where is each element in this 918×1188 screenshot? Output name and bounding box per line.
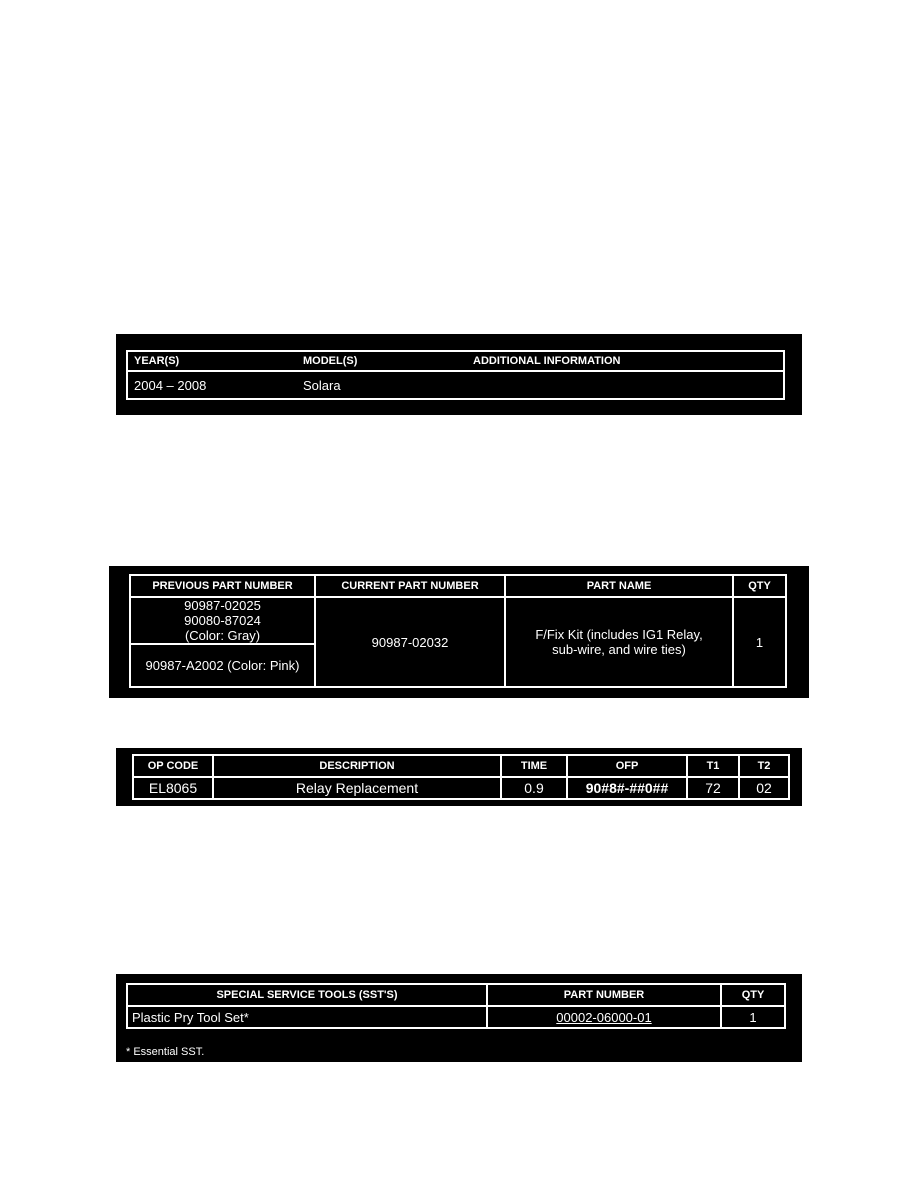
models-cell: Solara	[303, 377, 341, 393]
ofp-header: OFP	[567, 755, 687, 777]
ofp-cell: 90#8#-##0##	[567, 777, 687, 799]
description-cell: Relay Replacement	[213, 777, 501, 799]
time-cell: 0.9	[501, 777, 567, 799]
years-header: YEAR(S)	[127, 351, 297, 371]
models-header: MODEL(S)	[297, 351, 467, 371]
t1-header: T1	[687, 755, 739, 777]
additional-info-header: ADDITIONAL INFORMATION	[467, 351, 784, 371]
applicability-table	[126, 350, 785, 400]
previous-part-number-alt-cell: 90987-A2002 (Color: Pink)	[130, 644, 315, 687]
op-code-cell: EL8065	[133, 777, 213, 799]
part-name-cell	[505, 597, 733, 687]
part-name-line: F/Fix Kit (includes IG1 Relay,	[535, 627, 703, 642]
warranty-table	[132, 754, 790, 800]
previous-part-number-header: PREVIOUS PART NUMBER	[130, 575, 315, 597]
current-part-number-cell: 90987-02032	[315, 597, 505, 687]
warranty-panel	[116, 748, 802, 806]
time-header: TIME	[501, 755, 567, 777]
parts-panel	[109, 566, 809, 698]
years-cell: 2004 – 2008	[134, 377, 207, 393]
sst-qty-header: QTY	[721, 984, 785, 1006]
qty-header: QTY	[733, 575, 786, 597]
sst-part-number-header: PART NUMBER	[487, 984, 721, 1006]
sst-name-header: SPECIAL SERVICE TOOLS (SST'S)	[127, 984, 487, 1006]
t2-header: T2	[739, 755, 789, 777]
previous-part-number-line: 90987-02025	[184, 598, 261, 613]
previous-part-color: (Color: Gray)	[184, 628, 261, 643]
qty-cell: 1	[733, 597, 786, 687]
part-name-line: sub-wire, and wire ties)	[552, 642, 686, 657]
t1-cell: 72	[687, 777, 739, 799]
additional-info-cell	[467, 371, 784, 399]
current-part-number-header: CURRENT PART NUMBER	[315, 575, 505, 597]
op-code-header: OP CODE	[133, 755, 213, 777]
previous-part-number-cell	[130, 597, 315, 644]
essential-sst-note: * Essential SST.	[126, 1046, 205, 1058]
part-name-header: PART NAME	[505, 575, 733, 597]
sst-part-number-cell	[487, 1006, 721, 1028]
sst-qty-cell: 1	[721, 1006, 785, 1028]
previous-part-number-line: 90080-87024	[184, 613, 261, 628]
t2-cell: 02	[739, 777, 789, 799]
sst-part-number-link[interactable]: 00002-06000-01	[556, 1009, 652, 1025]
special-service-tools-panel	[116, 974, 802, 1062]
sst-name-cell: Plastic Pry Tool Set*	[127, 1006, 487, 1028]
description-header: DESCRIPTION	[213, 755, 501, 777]
applicability-panel	[116, 334, 802, 415]
parts-table	[129, 574, 787, 688]
special-service-tools-table	[126, 983, 786, 1029]
